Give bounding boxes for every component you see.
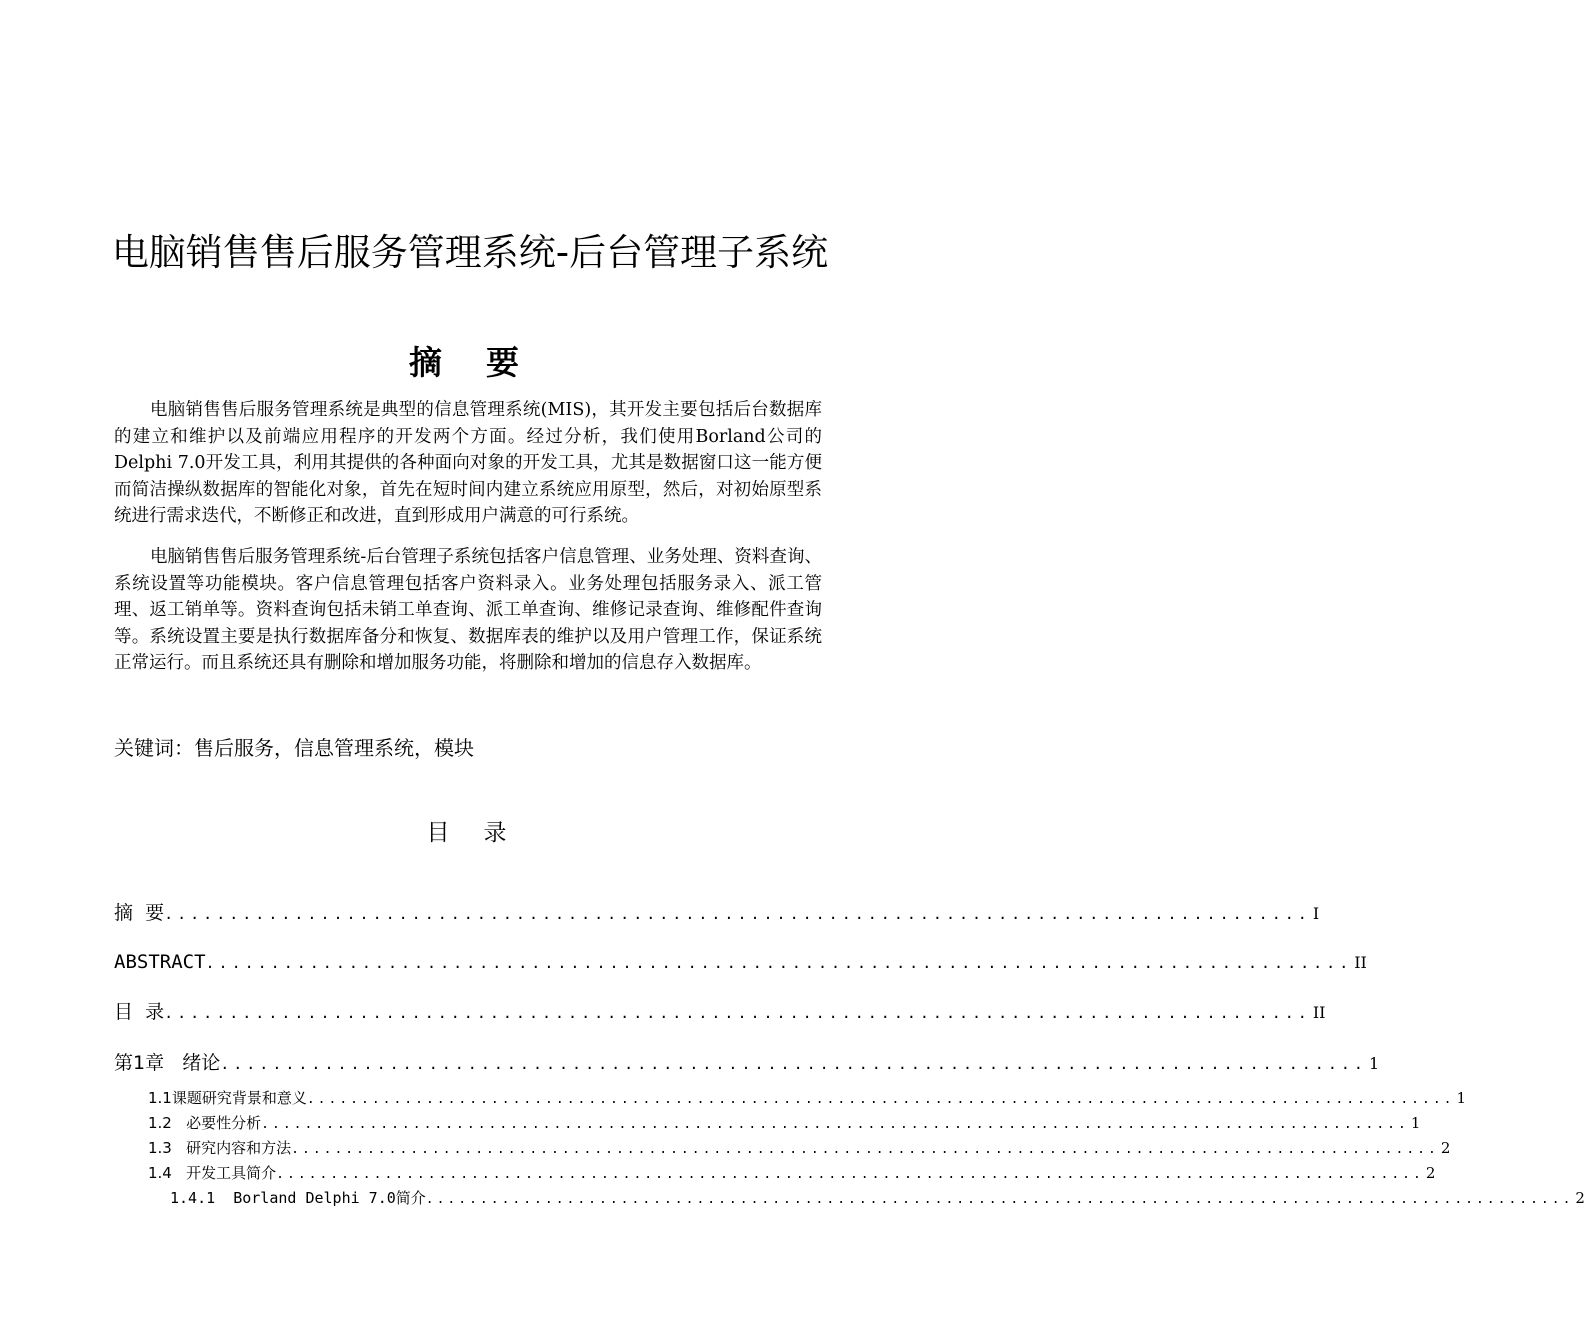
toc-leader-dots: ........................................................................................ (205, 954, 1353, 972)
toc-entry-label: 1.1课题研究背景和意义 (148, 1089, 307, 1107)
document-title: 电脑销售售后服务管理系统-后台管理子系统 (111, 231, 829, 274)
toc-entry-page: 2 (1425, 1164, 1436, 1182)
toc-entry-label: 1.4.1 Borland Delphi 7.0简介 (170, 1189, 426, 1207)
toc-entry-label: 1.2 必要性分析 (148, 1114, 262, 1132)
toc-leader-dots: .......................................................................................................... (306, 1092, 1455, 1107)
toc-entry-chapter-1[interactable] (114, 1049, 1380, 1078)
toc-entry-section-1-2[interactable] (148, 1112, 1421, 1136)
abstract-paragraph-2: 电脑销售售后服务管理系统-后台管理子系统包括客户信息管理、业务处理、资料查询、系统设置等功能模块。客户信息管理包括客户资料录入。业务处理包括服务录入、派工管理、返工销单等。资料查询包括未销工单查询、派工单查询、维修记录查询、维修配件查询等。系统设置主要是执行数据库备分和恢复、数据库表的维护以及用户管理工作，保证系统正常运行。而且系统还具有删除和增加服务功能，将删除和增加的信息存入数据库。 (114, 547, 822, 673)
toc-entry-contents[interactable] (114, 998, 1326, 1027)
toc-leader-dots: .......................................................................................................... (261, 1117, 1409, 1132)
abstract-paragraph-1: 电脑销售售后服务管理系统是典型的信息管理系统(MIS)，其开发主要包括后台数据库的建立和维护以及前端应用程序的开发两个方面。经过分析，我们使用Borland公司的Delphi 7.0开发工具，利用其提供的各种面向对象的开发工具，尤其是数据窗口这一能方便而简洁操纵数据库的智能化对象，首先在短时间内建立系统应用原型，然后，对初始原型系统进行需求迭代，不断修正和改进，直到形成用户满意的可行系统。 (114, 400, 822, 526)
toc-leader-dots: ........................................................................................ (164, 1004, 1311, 1022)
toc-entry-label: 目 录 (114, 1001, 165, 1023)
toc-entry-section-1-4[interactable] (148, 1162, 1436, 1186)
keywords-line: 关键词：售后服务，信息管理系统，模块 (114, 736, 474, 760)
toc-entry-section-1-4-1[interactable] (170, 1187, 1585, 1211)
toc-entry-page: 2 (1440, 1139, 1451, 1157)
toc-heading: 目录 (426, 820, 541, 846)
toc-entry-section-1-1[interactable] (148, 1087, 1467, 1111)
toc-entry-page: I (1312, 904, 1320, 923)
toc-entry-page: 2 (1575, 1189, 1585, 1207)
toc-entry-page: 1 (1410, 1114, 1421, 1132)
toc-entry-page: 1 (1456, 1089, 1467, 1107)
toc-leader-dots: ........................................................................................ (164, 905, 1311, 923)
abstract-heading: 摘要 (409, 343, 563, 382)
toc-entry-page: II (1354, 953, 1367, 972)
toc-leader-dots: .......................................................................................................... (425, 1192, 1574, 1207)
toc-entry-label: 摘 要 (114, 902, 165, 924)
toc-entry-label: ABSTRACT (114, 951, 206, 973)
toc-entry-english-abstract[interactable] (114, 948, 1367, 977)
toc-leader-dots: .......................................................................................................... (291, 1142, 1439, 1157)
toc-entry-label: 1.4 开发工具简介 (148, 1164, 277, 1182)
toc-entry-abstract[interactable] (114, 899, 1320, 928)
toc-leader-dots: ........................................................................................ (220, 1055, 1367, 1073)
toc-entry-section-1-3[interactable] (148, 1137, 1451, 1161)
toc-leader-dots: .......................................................................................................... (276, 1167, 1424, 1182)
toc-entry-page: II (1312, 1003, 1326, 1022)
toc-entry-page: 1 (1368, 1054, 1380, 1073)
toc-entry-label: 第1章 绪论 (114, 1052, 221, 1074)
toc-entry-label: 1.3 研究内容和方法 (148, 1139, 292, 1157)
